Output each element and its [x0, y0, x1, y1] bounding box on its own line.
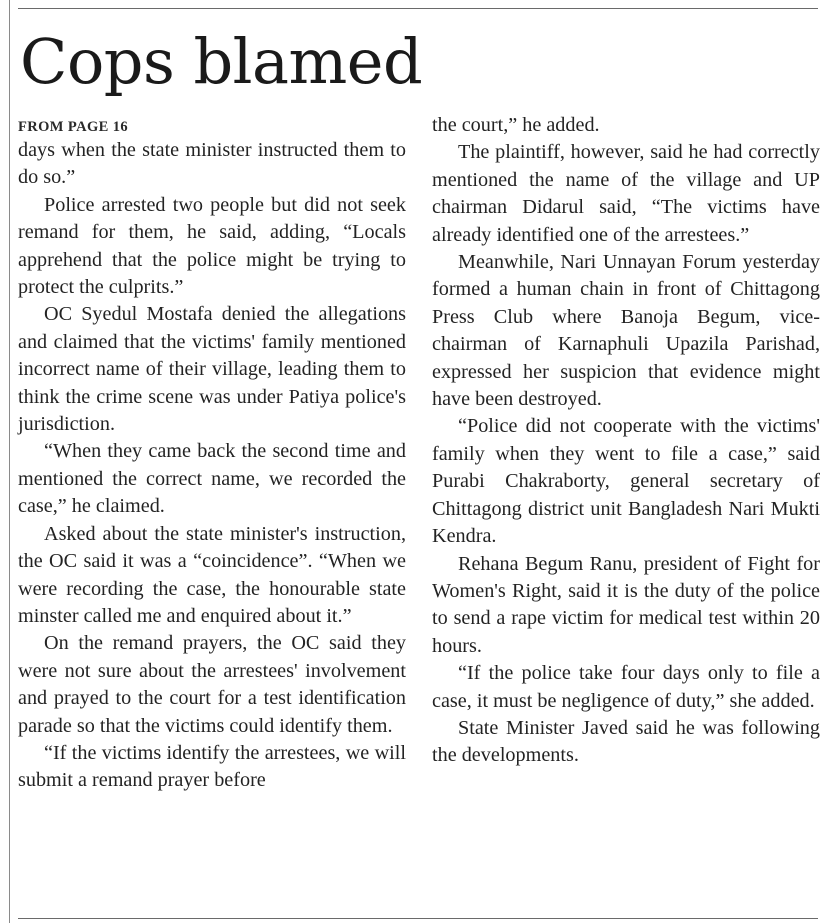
paragraph: OC Syedul Mostafa denied the allegations and claimed that the victims' family mentioned incorrect name of their village, leading them to think the crime scene was under Patiya police's jurisdiction.: [18, 303, 406, 436]
paragraph: The plaintiff, however, said he had correctly mentioned the name of the village and UP chairman Didarul said, “The victims have already identified one of the arrestees.”: [432, 141, 820, 246]
paragraph: “Police did not cooperate with the victims' family when they went to file a case,” said Purabi Chakraborty, general secretary of Chittagong district unit Bangladesh Nari Mukti Kendra.: [432, 415, 820, 548]
paragraph: Rehana Begum Ranu, president of Fight for Women's Right, said it is the duty of the police to send a rape victim for medical test within 20 hours.: [432, 552, 820, 657]
bottom-rule: [18, 918, 818, 919]
paragraph: Asked about the state minister's instruction, the OC said it was a “coincidence”. “When we were recording the case, the honourable state minster called me and enquired about it.”: [18, 522, 406, 627]
paragraph: “If the police take four days only to file a case, it must be negligence of duty,” she added.: [432, 662, 820, 712]
paragraph: State Minister Javed said he was following the developments.: [432, 716, 820, 767]
headline: Cops blamed: [20, 25, 423, 98]
paragraph: the court,” he added.: [432, 114, 600, 136]
article-column-left: [18, 112, 406, 795]
paragraph: days when the state minister instructed them to do so.”: [18, 139, 406, 189]
paragraph: On the remand prayers, the OC said they were not sure about the arrestees' involvement and prayed to the court for a test identification parade so that the victims could identify them.: [18, 632, 406, 737]
paragraph: “If the victims identify the arrestees, we will submit a remand prayer before: [18, 741, 406, 792]
top-rule: [18, 8, 818, 9]
paragraph: Police arrested two people but did not seek remand for them, he said, adding, “Locals apprehend that the police might be trying to protect the culprits.”: [18, 193, 406, 299]
article-column-right: [432, 112, 820, 770]
paragraph: “When they came back the second time and mentioned the correct name, we recorded the case,” he claimed.: [18, 440, 406, 518]
column-divider-left: [9, 0, 10, 923]
paragraph: Meanwhile, Nari Unnayan Forum yesterday formed a human chain in front of Chittagong Press Club where Banoja Begum, vice-chairman of Karnaphuli Upazila Parishad, expressed her suspicion that evidence might have been destroyed.: [432, 251, 820, 411]
jump-label: FROM PAGE 16: [18, 119, 129, 135]
